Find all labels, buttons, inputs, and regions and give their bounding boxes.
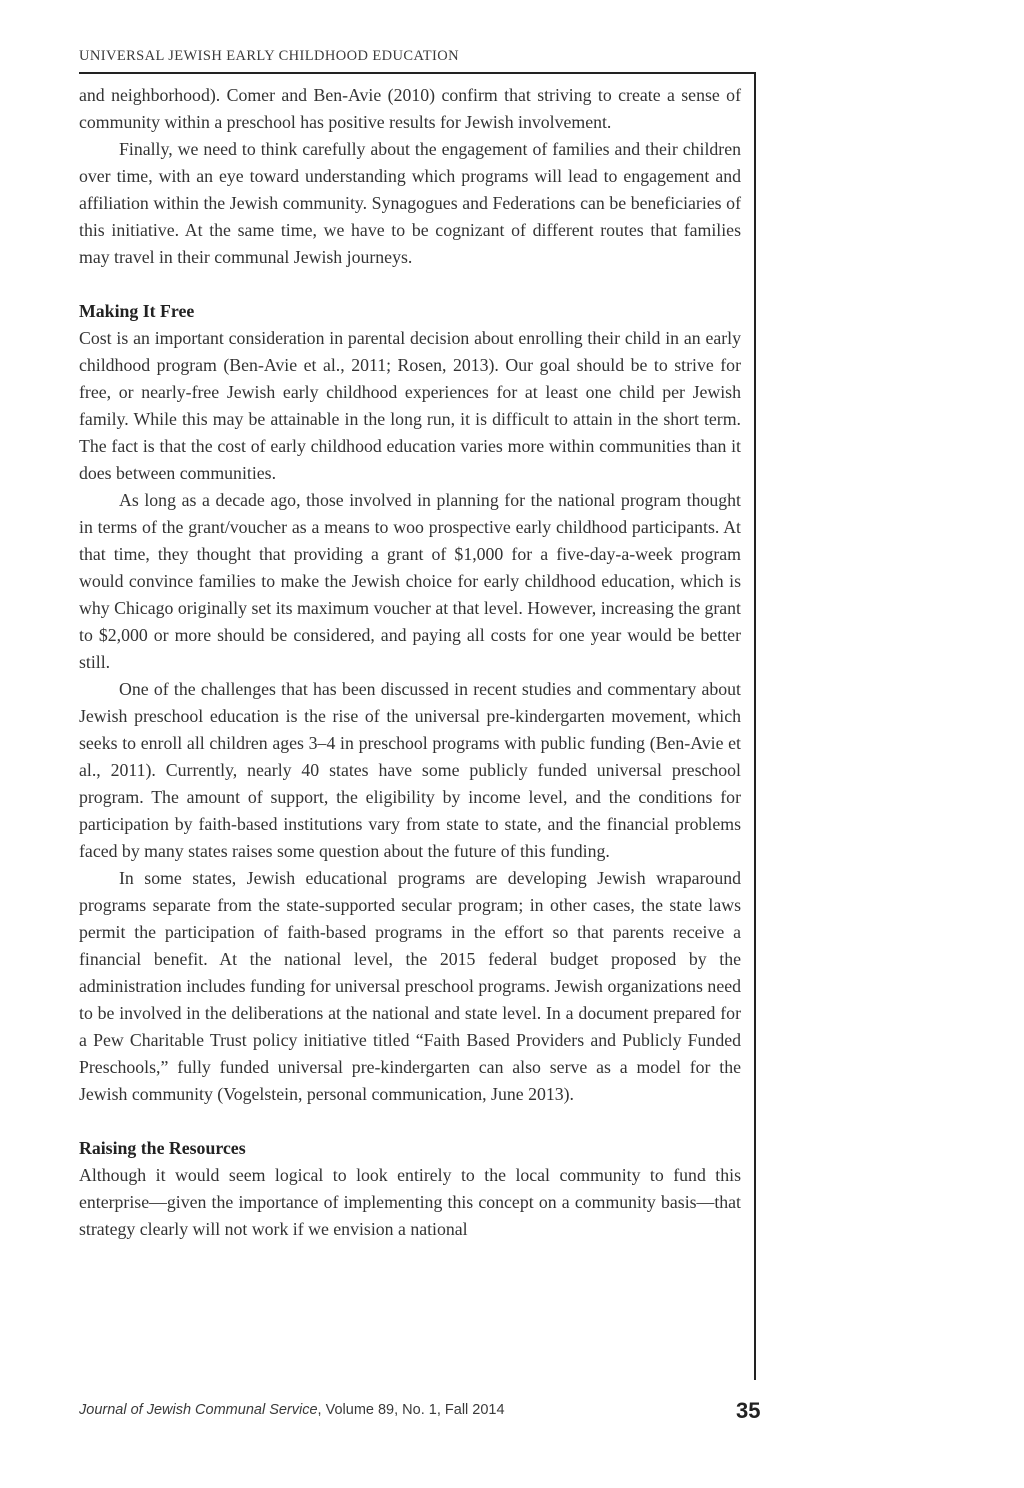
journal-issue: , Volume 89, No. 1, Fall 2014 bbox=[317, 1402, 505, 1418]
body-paragraph: One of the challenges that has been discussed in recent studies and commentary about Jewish preschool education is the rise of the universal pre-kindergarten movement, which seeks to enroll all children ages 3–4 in preschool programs with public funding (Ben-Avie et al., 2011). Currently, nearly 40 states have some publicly funded universal preschool program. The amount of support, the eligibility by income level, and the conditions for participation by faith-based institutions vary from state to state, and the financial problems faced by many states raises some question about the future of this funding. bbox=[79, 679, 741, 861]
body-paragraph: and neighborhood). Comer and Ben-Avie (2010) confirm that striving to create a sense of community within a preschool has positive results for Jewish involvement. bbox=[79, 85, 741, 132]
margin-rule bbox=[754, 72, 756, 1380]
journal-title: Journal of Jewish Communal Service bbox=[79, 1402, 318, 1418]
body-paragraph: As long as a decade ago, those involved in planning for the national program thought in terms of the grant/voucher as a means to woo prospective early childhood participants. At that time, they thought that providing a grant of $1,000 for a five-day-a-week program would convince families to make the Jewish choice for early childhood education, which is why Chicago originally set its maximum voucher at that level. However, increasing the grant to $2,000 or more should be considered, and paying all costs for one year would be better still. bbox=[79, 490, 741, 672]
body-paragraph: In some states, Jewish educational programs are developing Jewish wraparound programs separate from the state-supported secular program; in other cases, the state laws permit the participation of faith-based programs in the effort so that parents receive a financial benefit. At the national level, the 2015 federal budget proposed by the administration includes funding for universal preschool programs. Jewish organizations need to be involved in the deliberations at the national and state level. In a document prepared for a Pew Charitable Trust policy initiative titled “Faith Based Providers and Publicly Funded Preschools,” fully funded universal pre-kindergarten can also serve as a model for the Jewish community (Vogelstein, personal communication, June 2013). bbox=[79, 868, 741, 1104]
page-number: 35 bbox=[736, 1398, 761, 1423]
section-heading-raising-the-resources: Raising the Resources bbox=[79, 1138, 246, 1158]
section-heading-making-it-free: Making It Free bbox=[79, 301, 195, 321]
header-rule bbox=[79, 72, 755, 74]
body-paragraph: Cost is an important consideration in parental decision about enrolling their child in an early childhood program (Ben-Avie et al., 2011; Rosen, 2013). Our goal should be to strive for free, or nearly-free Jewish early childhood experiences for at least one child per Jewish family. While this may be attainable in the long run, it is difficult to attain in the short term. The fact is that the cost of early childhood education varies more within communities than it does between communities. bbox=[79, 328, 741, 483]
body-paragraph: Although it would seem logical to look entirely to the local community to fund this enterprise—given the importance of implementing this concept on a community basis—that strategy clearly will not work if we envision a national bbox=[79, 1165, 741, 1239]
journal-footer bbox=[79, 1402, 505, 1418]
article-body bbox=[79, 82, 741, 1243]
body-paragraph: Finally, we need to think carefully about the engagement of families and their children over time, with an eye toward understanding which programs will lead to engagement and affiliation within the Jewish community. Synagogues and Federations can be beneficiaries of this initiative. At the same time, we have to be cognizant of different routes that families may travel in their communal Jewish journeys. bbox=[79, 139, 741, 267]
running-head: UNIVERSAL JEWISH EARLY CHILDHOOD EDUCATION bbox=[79, 48, 459, 64]
